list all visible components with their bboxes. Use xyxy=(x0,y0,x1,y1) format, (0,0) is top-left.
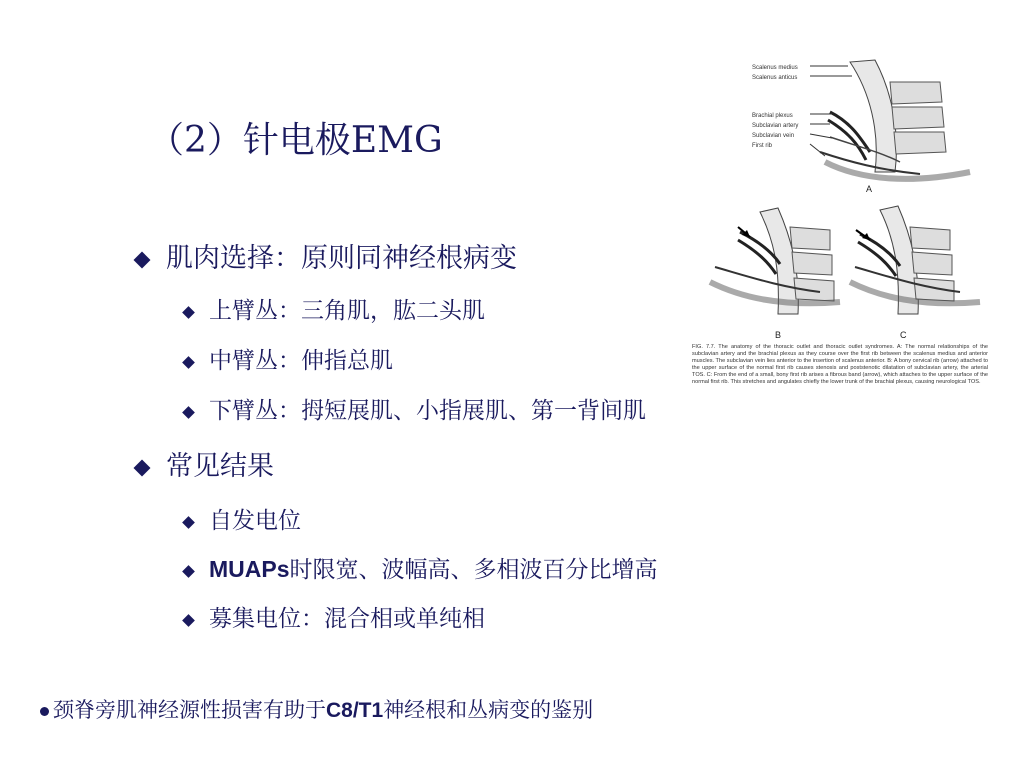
label-first-rib: First rib xyxy=(752,143,772,149)
panel-b-label: B xyxy=(775,330,782,340)
diamond-bullet-icon xyxy=(182,565,195,578)
diamond-bullet-icon xyxy=(134,459,151,476)
label-scalenus-medius: Scalenus medius xyxy=(752,65,798,71)
label-brachial-plexus: Brachial plexus xyxy=(752,113,793,119)
slide-title: （2）针电极EMG xyxy=(148,120,443,161)
round-bullet-icon xyxy=(40,707,49,716)
diamond-bullet-icon xyxy=(134,251,151,268)
anatomy-figure xyxy=(680,52,990,402)
label-scalenus-anticus: Scalenus anticus xyxy=(752,75,798,81)
label-subclavian-vein: Subclavian vein xyxy=(752,133,795,139)
diamond-bullet-icon xyxy=(182,406,195,419)
diamond-bullet-icon xyxy=(182,306,195,319)
list-item: 自发电位 xyxy=(180,502,301,535)
section-heading-muscle-selection: 肌肉选择：原则同神经根病变 xyxy=(132,236,517,275)
panel-c-drawing xyxy=(850,206,980,340)
diamond-bullet-icon xyxy=(182,516,195,529)
list-item: MUAPs时限宽、波幅高、多相波百分比增高 xyxy=(180,551,658,584)
section-heading-common-results: 常见结果 xyxy=(132,444,274,483)
panel-b-drawing xyxy=(710,208,840,340)
list-item: 中臂丛：伸指总肌 xyxy=(180,342,393,375)
panel-c-label: C xyxy=(900,330,907,340)
label-subclavian-artery: Subclavian artery xyxy=(752,123,799,129)
figure-caption: FIG. 7.7. The anatomy of the thoracic outlet and thoracic outlet syndromes. A: The normal relationships of the subclavian artery and the brachial plexus as they course over the first rib between the scalenus medius and anterior muscles. The subclavian vein lies anterior to the insertion of scalenus anterior. B: A bony cervical rib (arrow) attached to the upper surface of the normal first rib causes stenosis and poststenotic dilatation of subclavian artery, the arterial TOS. C: From the end of a small, bony first rib arises a fibrous band (arrow), which attaches to the upper surface of the normal first rib. This stretches and angulates chiefly the lower trunk of the brachial plexus, causing neurological TOS. xyxy=(692,344,988,385)
list-item: 上臂丛：三角肌，肱二头肌 xyxy=(180,292,485,325)
diamond-bullet-icon xyxy=(182,614,195,627)
diamond-bullet-icon xyxy=(182,356,195,369)
list-item: 募集电位：混合相或单纯相 xyxy=(180,600,485,633)
thoracic-outlet-illustration xyxy=(680,52,990,402)
panel-a-label: A xyxy=(866,184,873,194)
footnote: 颈脊旁肌神经源性损害有助于C8/T1神经根和丛病变的鉴别 xyxy=(40,694,593,724)
panel-a-drawing xyxy=(752,60,970,194)
list-item: 下臂丛：拇短展肌、小指展肌、第一背间肌 xyxy=(180,392,646,425)
